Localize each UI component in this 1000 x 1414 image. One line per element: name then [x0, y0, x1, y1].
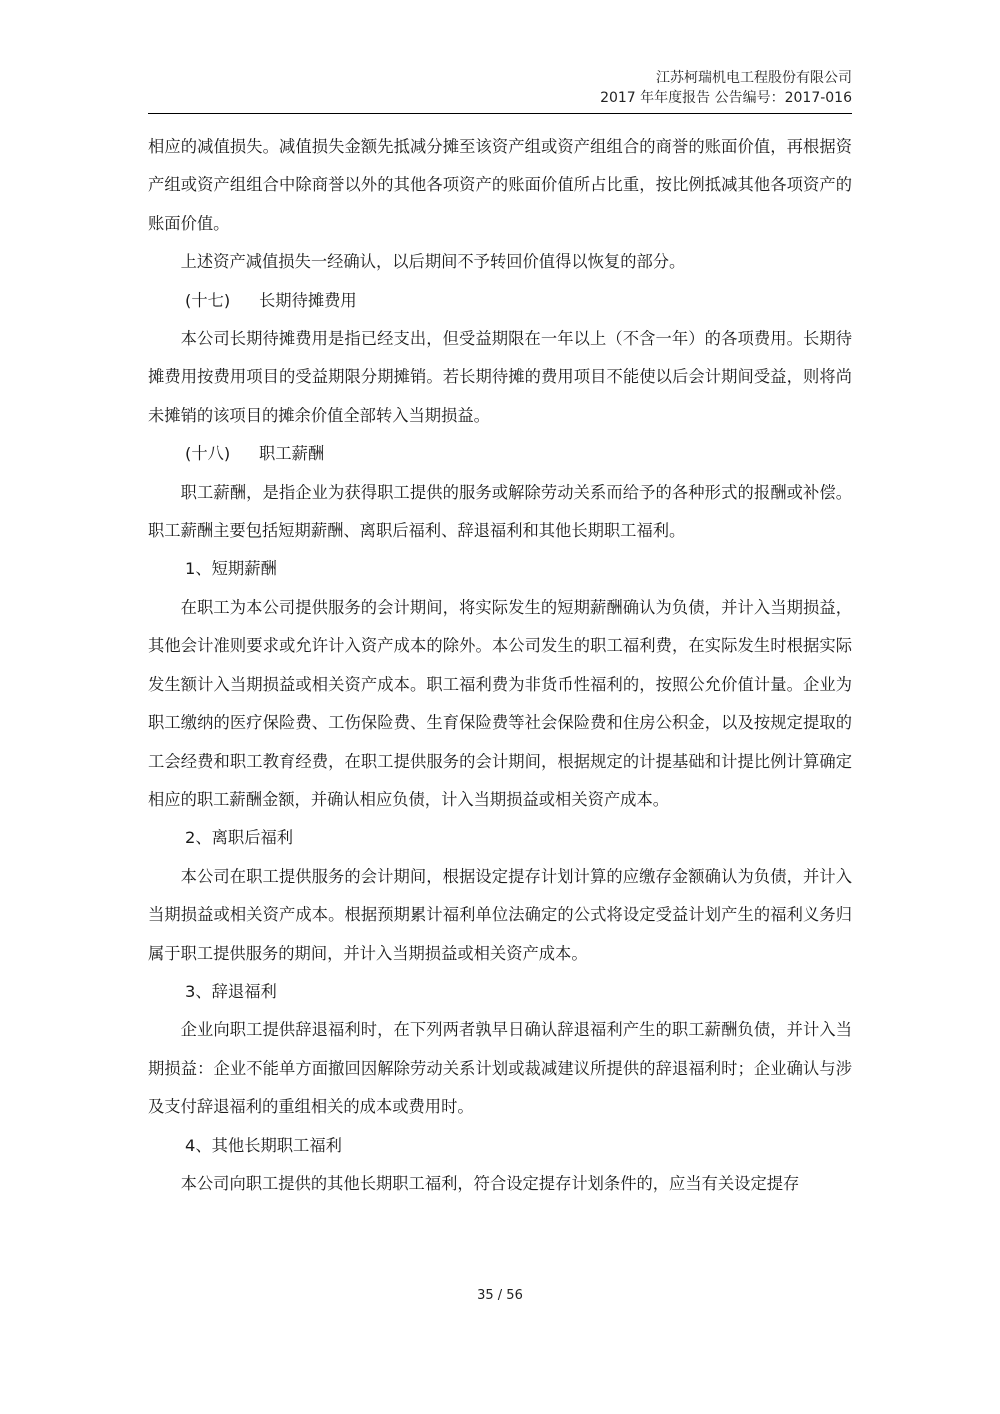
section-heading-17: [148, 282, 852, 320]
subheading-termination-benefits: 3、辞退福利: [185, 981, 277, 1001]
page-number: 35 / 56: [477, 1288, 523, 1303]
paragraph-short-term-pay: 在职工为本公司提供服务的会计期间，将实际发生的短期薪酬确认为负债，并计入当期损益，其他会计准则要求或允许计入资产成本的除外。本公司发生的职工福利费，在实际发生时根据实际发生额计入当期损益或相关资产成本。职工福利费为非货币性福利的，按照公允价值计量。企业为职工缴纳的医疗保险费、工伤保险费、生育保险费等社会保险费和住房公积金，以及按规定提取的工会经费和职工教育经费，在职工提供服务的会计期间，根据规定的计提基础和计提比例计算确定相应的职工薪酬金额，并确认相应负债，计入当期损益或相关资产成本。: [148, 597, 852, 809]
subheading-post-employment: 2、离职后福利: [185, 828, 294, 848]
paragraph-impairment-no-reversal: 上述资产减值损失一经确认，以后期间不予转回价值得以恢复的部分。: [180, 252, 686, 272]
section-number: (十七): [185, 290, 231, 310]
section-heading-18: [148, 435, 852, 473]
paragraph-termination-benefits: 企业向职工提供辞退福利时，在下列两者孰早日确认辞退福利产生的职工薪酬负债，并计入当期损益：企业不能单方面撤回因解除劳动关系计划或裁减建议所提供的辞退福利时；企业确认与涉及支付辞退福利的重组相关的成本或费用时。: [148, 1020, 852, 1117]
header-divider: [148, 113, 852, 114]
paragraph-employee-compensation: 职工薪酬，是指企业为获得职工提供的服务或解除劳动关系而给予的各种形式的报酬或补偿。职工薪酬主要包括短期薪酬、离职后福利、辞退福利和其他长期职工福利。: [148, 482, 852, 541]
section-title: 长期待摊费用: [259, 290, 357, 310]
header-report-info: 2017 年年度报告 公告编号：2017-016: [600, 90, 852, 106]
page-header: [148, 68, 852, 116]
subheading-short-term-pay: 1、短期薪酬: [185, 559, 277, 579]
paragraph-long-term-prepaid: 本公司长期待摊费用是指已经支出，但受益期限在一年以上（不含一年）的各项费用。长期待摊费用按费用项目的受益期限分期摊销。若长期待摊的费用项目不能使以后会计期间受益，则将尚未摊销的该项目的摊余价值全部转入当期损益。: [148, 329, 852, 425]
section-number: (十八): [185, 444, 231, 464]
paragraph-post-employment: 本公司在职工提供服务的会计期间，根据设定提存计划计算的应缴存金额确认为负债，并计入当期损益或相关资产成本。根据预期累计福利单位法确定的公式将设定受益计划产生的福利义务归属于职工提供服务的期间，并计入当期损益或相关资产成本。: [148, 866, 852, 963]
subheading-other-long-term: 4、其他长期职工福利: [185, 1135, 342, 1155]
paragraph-impairment-allocation: 相应的减值损失。减值损失金额先抵减分摊至该资产组或资产组组合的商誉的账面价值，再根据资产组或资产组组合中除商誉以外的其他各项资产的账面价值所占比重，按比例抵减其他各项资产的账面价值。: [148, 137, 852, 233]
document-body: [148, 128, 852, 1203]
paragraph-other-long-term: 本公司向职工提供的其他长期职工福利，符合设定提存计划条件的，应当有关设定提存: [180, 1173, 800, 1193]
header-company-name: 江苏柯瑞机电工程股份有限公司: [656, 70, 852, 86]
section-title: 职工薪酬: [259, 444, 325, 464]
